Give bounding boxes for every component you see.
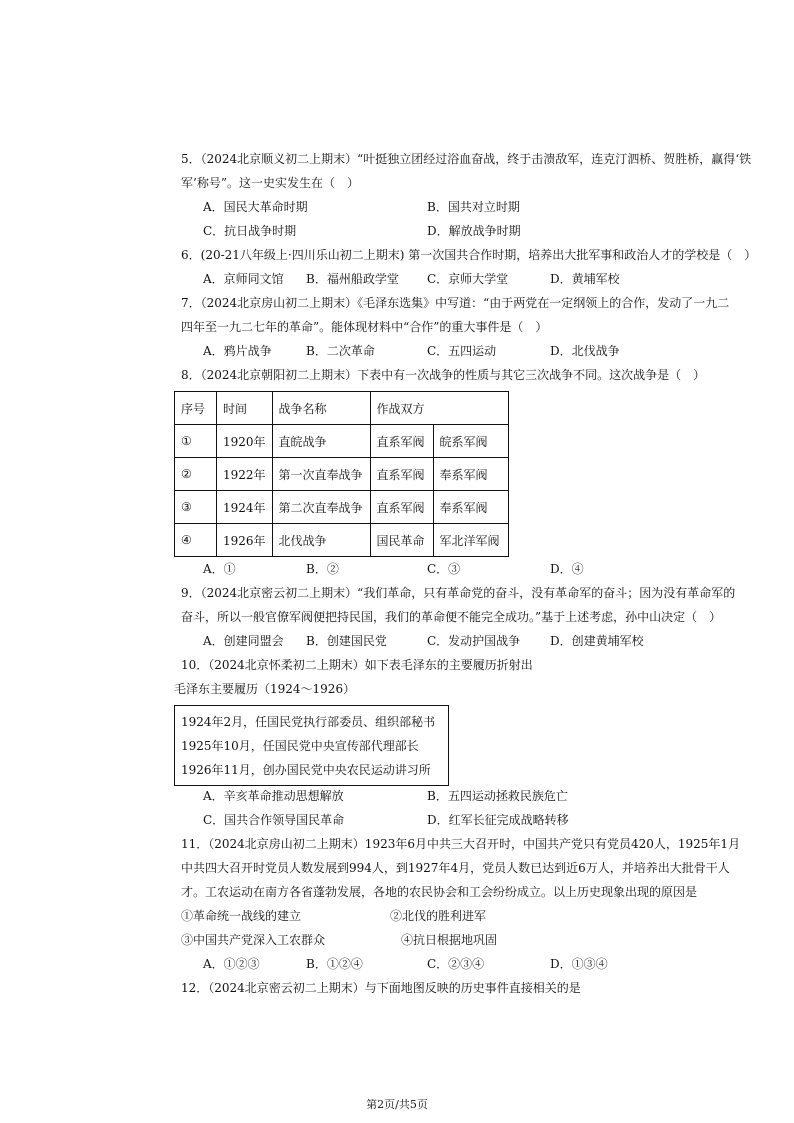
table-cell: ③: [175, 491, 217, 524]
q12-stem-line1: 12．（2024北京密云初二上期末）与下面地图反映的历史事件直接相关的是: [181, 981, 581, 995]
q10-option-b[interactable]: B．五四运动拯救民族危亡: [427, 789, 568, 803]
q7-stem-line1: 7．（2024北京房山初二上期末）《毛泽东选集》中写道：“由于两党在一定纲领上的合作，发动了一九二: [181, 296, 730, 310]
q9-option-a[interactable]: A．创建同盟会: [203, 634, 284, 648]
q11-option-d[interactable]: D．①③④: [550, 957, 608, 971]
q11-statement-4: ④抗日根据地巩固: [401, 933, 498, 947]
q10-option-c[interactable]: C．国共合作领导国民革命: [203, 813, 345, 827]
q10-option-a[interactable]: A．辛亥革命推动思想解放: [203, 789, 344, 803]
resume-item: 1925年10月，任国民党中央宣传部代理部长: [181, 739, 419, 753]
table-row: [175, 491, 509, 524]
q10-stem-line1: 10．（2024北京怀柔初二上期末）如下表毛泽东的主要履历折射出: [181, 658, 533, 672]
table-cell: 军北洋军阀: [433, 524, 508, 557]
page-footer: 第2页/共5页: [366, 1098, 428, 1111]
q6-option-a[interactable]: A．京师同文馆: [203, 272, 284, 286]
table-cell: 直系军阀: [370, 491, 433, 524]
q10-option-d[interactable]: D．红军长征完成战略转移: [427, 813, 569, 827]
table-header-cell: 时间: [217, 392, 273, 425]
war-table: [174, 391, 509, 557]
q8-option-c[interactable]: C．③: [427, 562, 461, 576]
q9-stem-line2: 奋斗，所以一般官僚军阀便把持民国，我们的革命便不能完全成功。”基于上述考虑，孙中山决定（ ）: [181, 610, 722, 624]
q11-stem-line2: 中共四大召开时党员人数发展到994人，到1927年4月，党员人数已达到近6万人，并培养出大批骨干人: [181, 861, 730, 875]
q11-statement-1: ①革命统一战线的建立: [181, 909, 302, 923]
table-cell: 国民革命: [370, 524, 433, 557]
q11-stem-line1: 11．（2024北京房山初二上期末）1923年6月中共三大召开时，中国共产党只有党员420人，1925年1月: [181, 837, 741, 851]
table-cell: ②: [175, 458, 217, 491]
q11-option-c[interactable]: C．②③④: [427, 957, 485, 971]
table-cell: ①: [175, 425, 217, 458]
table-header-cell: 序号: [175, 392, 217, 425]
table-cell: 奉系军阀: [433, 491, 508, 524]
table-cell: 1926年: [217, 524, 273, 557]
table-cell: 第二次直奉战争: [272, 491, 370, 524]
table-cell: 直系军阀: [370, 458, 433, 491]
table-cell: 直皖战争: [272, 425, 370, 458]
q7-option-b[interactable]: B．二次革命: [306, 344, 375, 358]
q11-option-a[interactable]: A．①②③: [203, 957, 260, 971]
table-cell: ④: [175, 524, 217, 557]
table-cell: 1920年: [217, 425, 273, 458]
table-header-row: [175, 392, 509, 425]
q5-stem-line2: 军’称号”。这一史实发生在（ ）: [181, 176, 359, 190]
table-row: [175, 524, 509, 557]
q8-option-a[interactable]: A．①: [203, 562, 236, 576]
table-header-cell: 作战双方: [370, 392, 508, 425]
q8-option-d[interactable]: D．④: [550, 562, 584, 576]
q9-option-d[interactable]: D．创建黄埔军校: [550, 634, 644, 648]
q7-option-c[interactable]: C．五四运动: [427, 344, 497, 358]
resume-item: 1924年2月，任国民党执行部委员、组织部秘书: [181, 715, 436, 729]
resume-box: [174, 705, 449, 786]
q7-option-a[interactable]: A．鸦片战争: [203, 344, 272, 358]
q9-option-c[interactable]: C．发动护国战争: [427, 634, 521, 648]
q10-resume-caption: 毛泽东主要履历（1924～1926）: [174, 682, 356, 696]
q8-stem-line1: 8．（2024北京朝阳初二上期末）下表中有一次战争的性质与其它三次战争不同。这次战争是（ ）: [181, 368, 706, 382]
q5-option-b[interactable]: B．国共对立时期: [427, 200, 520, 214]
table-cell: 皖系军阀: [433, 425, 508, 458]
q5-option-d[interactable]: D．解放战争时期: [427, 224, 521, 238]
q8-option-b[interactable]: B．②: [306, 562, 339, 576]
q7-stem-line2: 四年至一九二七年的革命”。能体现材料中“合作”的重大事件是（ ）: [181, 320, 548, 334]
q11-option-b[interactable]: B．①②④: [306, 957, 363, 971]
table-cell: 第一次直奉战争: [272, 458, 370, 491]
q6-option-b[interactable]: B．福州船政学堂: [306, 272, 399, 286]
table-cell: 1922年: [217, 458, 273, 491]
q6-stem-line1: 6．(20-21八年级上·四川乐山初二上期末) 第一次国共合作时期，培养出大批军事和政治人才的学校是（ ）: [181, 248, 757, 262]
q6-option-c[interactable]: C．京师大学堂: [427, 272, 509, 286]
table-row: [175, 425, 509, 458]
q5-option-a[interactable]: A．国民大革命时期: [203, 200, 308, 214]
table-cell: 1924年: [217, 491, 273, 524]
resume-item: 1926年11月，创办国民党中央农民运动讲习所: [181, 763, 431, 777]
q11-statement-3: ③中国共产党深入工农群众: [181, 933, 326, 947]
q9-option-b[interactable]: B．创建国民党: [306, 634, 387, 648]
table-cell: 奉系军阀: [433, 458, 508, 491]
table-cell: 北伐战争: [272, 524, 370, 557]
q5-stem-line1: 5．（2024北京顺义初二上期末）“叶挺独立团经过浴血奋战，终于击溃敌军，连克汀泗桥、贺胜桥，赢得‘铁: [181, 152, 752, 166]
q11-stem-line3: 才。工农运动在南方各省蓬勃发展，各地的农民协会和工会纷纷成立。以上历史现象出现的原因是: [181, 885, 698, 899]
q7-option-d[interactable]: D．北伐战争: [550, 344, 620, 358]
q9-stem-line1: 9．（2024北京密云初二上期末）“我们革命，只有革命党的奋斗，没有革命军的奋斗；因为没有革命军的: [181, 586, 736, 600]
table-header-cell: 战争名称: [272, 392, 370, 425]
table-cell: 直系军阀: [370, 425, 433, 458]
table-row: [175, 458, 509, 491]
q5-option-c[interactable]: C．抗日战争时期: [203, 224, 297, 238]
q6-option-d[interactable]: D．黄埔军校: [550, 272, 620, 286]
q11-statement-2: ②北伐的胜利进军: [390, 909, 487, 923]
